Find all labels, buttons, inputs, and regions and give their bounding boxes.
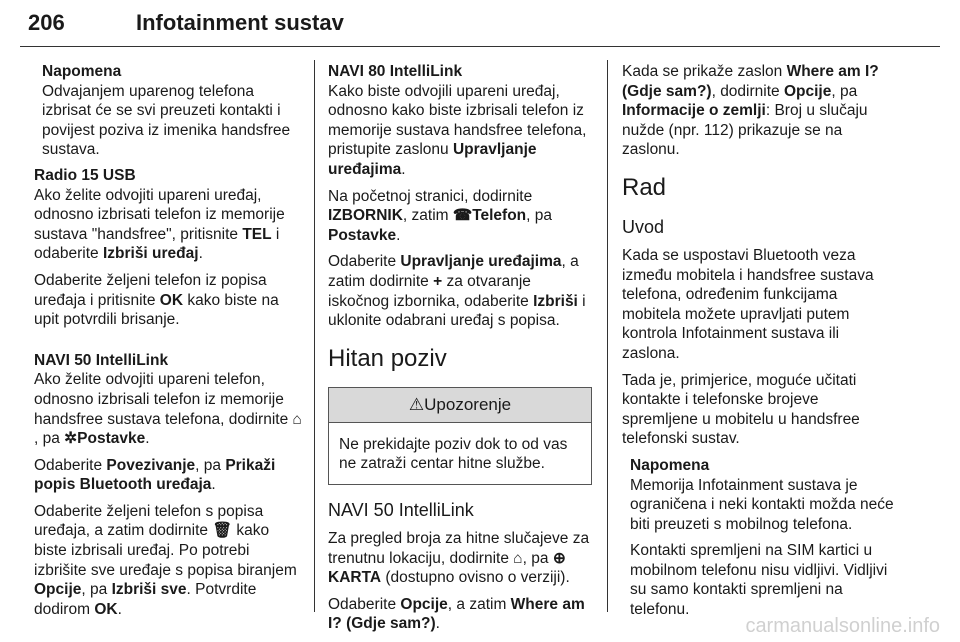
radio-paragraph-2: Odaberite željeni telefon iz popisa uređaja i pritisnite OK kako biste na upit potvrdili brisanje. (34, 271, 279, 329)
navi50-paragraph-2: Odaberite Povezivanje, pa Prikaži popis Bluetooth uređaja. (34, 456, 276, 494)
phone-icon: ☎ (452, 207, 473, 225)
note-box (34, 62, 306, 160)
note-text-2b: Kontakti spremljeni na SIM kartici u mobilnom telefonu nisu vidljivi. Vidljivi su samo kontakti spremljeni na telefonu. (630, 542, 888, 619)
plus-icon: + (433, 272, 443, 290)
navi80-paragraph-1: Kako biste odvojili upareni uređaj, odnosno kako biste izbrisali telefon iz memorije sustava handsfree telefona, pristupite zaslonu Upravljanje uređajima. (328, 82, 587, 178)
note-box-2 (622, 456, 894, 620)
home-icon: ⌂ (292, 410, 302, 428)
settings-icon: ✲ (64, 430, 78, 448)
warning-icon: ⚠ (408, 394, 425, 414)
navi50-heading: NAVI 50 IntelliLink (34, 351, 169, 369)
page-number: 206 (28, 10, 65, 35)
emergency-paragraph-1: Za pregled broja za hitne slučajeve za trenutnu lokaciju, dodirnite ⌂, pa ⊕KARTA (dostupno ovisno o verziji). (328, 529, 590, 587)
radio-heading: Radio 15 USB (34, 166, 136, 184)
where-am-i-paragraph: Kada se prikaže zaslon Where am I? (Gdje sam?), dodirnite Opcije, pa Informacije o zemlji: Broj u slučaju nužde (npr. 112) prikazuje se na zaslonu. (622, 63, 879, 159)
header-rule (20, 46, 940, 47)
radio-paragraph-1: Ako želite odvojiti upareni uređaj, odnosno izbrisati telefon iz memorije sustava "handsfree", pritisnite TEL i odaberite Izbriši uređaj. (34, 186, 285, 263)
note-text: Odvajanjem uparenog telefona izbrisat će se svi preuzeti kontakti i povijest poziva iz imenika handsfree sustava. (42, 82, 291, 159)
watermark: carmanualsonline.info (745, 615, 940, 637)
warning-text: Ne prekidajte poziv dok to od vas ne zatraži centar hitne službe. (339, 435, 568, 473)
warning-title: Upozorenje (424, 394, 512, 414)
navi80-heading: NAVI 80 IntelliLink (328, 63, 463, 80)
navi80-paragraph-3: Odaberite Upravljanje uređajima, a zatim dodirnite + za otvaranje iskočnog izbornika, odaberite Izbriši i uklonite odabrani uređaj s popisa. (328, 253, 586, 330)
warning-box (328, 387, 592, 485)
column-divider-1 (314, 60, 315, 612)
page-title: Infotainment sustav (136, 10, 344, 35)
trash-icon: 🗑 (212, 522, 233, 540)
note-text-2a: Memorija Infotainment sustava je ograničena i neki kontakti možda neće biti preuzeti s mobilnog telefona. (630, 476, 894, 533)
navi50-emergency-heading: NAVI 50 IntelliLink (328, 499, 474, 520)
page-header (20, 6, 940, 46)
column-2 (328, 62, 594, 641)
hitan-poziv-heading: Hitan poziv (328, 344, 447, 372)
uvod-paragraph-1: Kada se uspostavi Bluetooth veza između mobitela i handsfree sustava telefona, određenim funkcijama mobitela možete upravljati putem kontrola Infotainment sustava ili zaslona. (622, 246, 874, 362)
column-divider-2 (607, 60, 608, 612)
home-icon: ⌂ (513, 549, 523, 567)
note-title: Napomena (42, 63, 122, 80)
navi50-paragraph-1: Ako želite odvojiti upareni telefon, odnosno izbrisali telefon iz memorije handsfree sustava telefona, dodirnite ⌂, pa ✲Postavke. (34, 371, 302, 448)
globe-icon: ⊕ (552, 549, 566, 567)
uvod-paragraph-2: Tada je, primjerice, moguće učitati kontakte i telefonske brojeve spremljene u mobitelu u handsfree telefonski sustav. (622, 371, 860, 448)
note-title-2: Napomena (630, 456, 710, 474)
uvod-heading: Uvod (622, 216, 665, 237)
navi80-paragraph-2: Na početnoj stranici, dodirnite IZBORNIK, zatim ☎Telefon, pa Postavke. (328, 187, 553, 244)
navi50-paragraph-3: Odaberite željeni telefon s popisa uređaja, a zatim dodirnite 🗑 kako biste izbrisali uređaj. Po potrebi izbrišite sve uređaje s popisa biranjem Opcije, pa Izbriši sve. Potvrdite dodirom OK. (34, 502, 297, 618)
emergency-paragraph-2: Odaberite Opcije, a zatim Where am I? (Gdje sam?). (328, 595, 585, 633)
rad-heading: Rad (622, 173, 667, 201)
column-3 (622, 62, 894, 627)
column-1 (34, 62, 306, 626)
warning-header (329, 388, 591, 423)
